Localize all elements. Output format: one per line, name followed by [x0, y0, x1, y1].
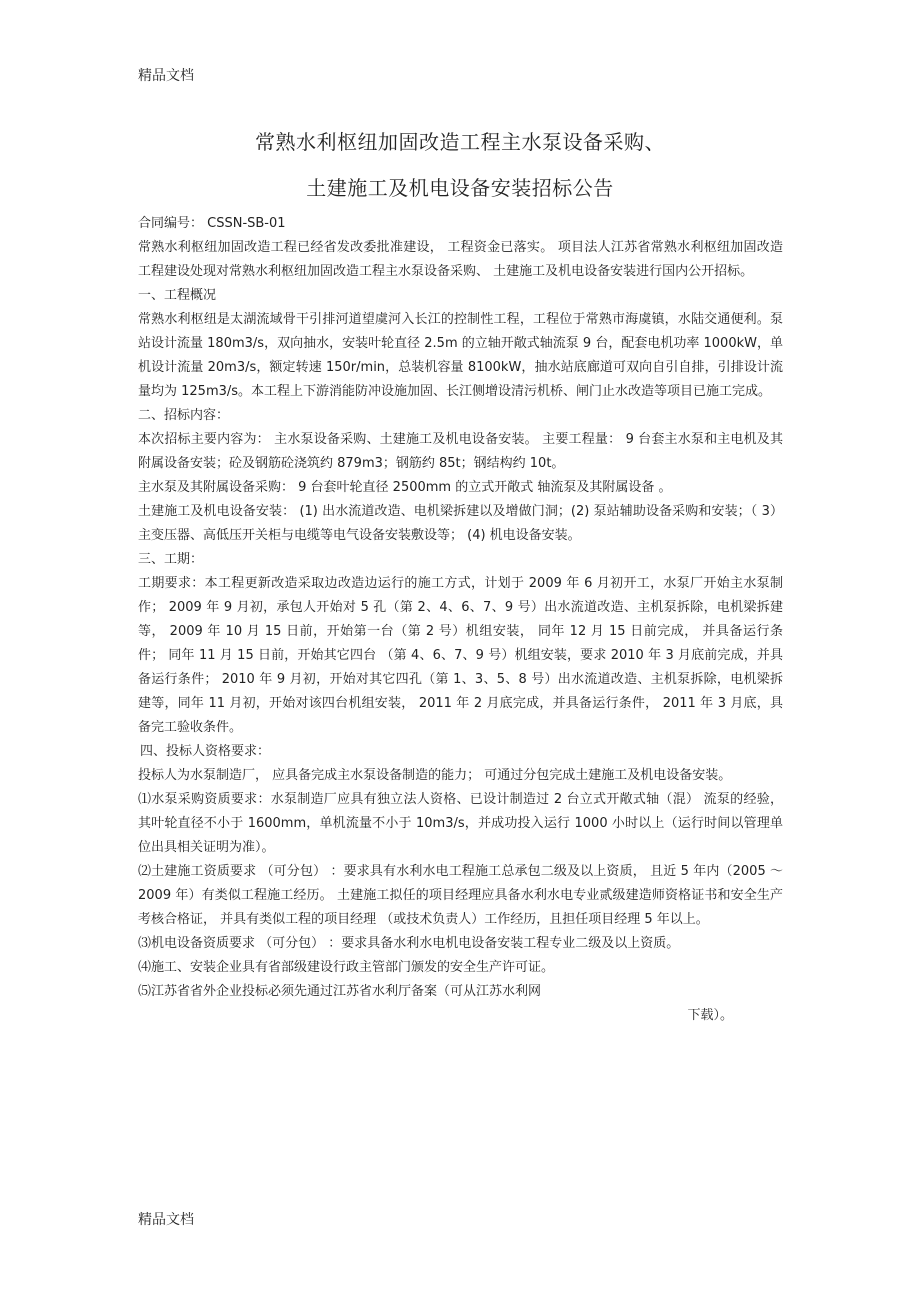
section-1-text: 常熟水利枢纽是太湖流域骨干引排河道望虞河入长江的控制性工程，工程位于常熟市海虞镇，水陆交通便利。泵站设计流量 180m3/s，双向抽水，安装叶轮直径 2.5m 的立轴开敞式轴流泵 9 台，配套电机功率 1000kW，单机设计流量 20m3/s，额定转速 150r/min，总装机容量 8100kW，抽水站底廊道可双向自引自排，引排设计流量均为 125m3/s。本工程上下游消能防冲设施加固、长江侧增设清污机桥、闸门止水改造等项目已施工完成。 — [138, 312, 783, 399]
section-2-paragraph-1: 本次招标主要内容为： 主水泵设备采购、土建施工及机电设备安装。 主要工程量： 9 台套主水泵和主电机及其附属设备安装；砼及钢筋砼浇筑约 879m3；钢筋约 85t；钢结构约 10t。 — [138, 432, 783, 471]
page-header: 精品文档 — [138, 68, 194, 84]
title-line-1: 常熟水利枢纽加固改造工程主水泵设备采购、 — [255, 130, 665, 154]
section-2-paragraph-2: 主水泵及其附属设备采购： 9 台套叶轮直径 2500mm 的立式开敞式 轴流泵及其附属设备 。 — [138, 480, 672, 495]
section-4-paragraph-1: 投标人为水泵制造厂， 应具备完成主水泵设备制造的能力； 可通过分包完成土建施工及机电设备安装。 — [138, 768, 732, 783]
section-4-item-4: ⑷施工、安装企业具有省部级建设行政主管部门颁发的安全生产许可证。 — [138, 960, 555, 975]
section-4-item-5-continuation: 下载）。 — [687, 1008, 733, 1023]
section-4-item-1: ⑴水泵采购资质要求：水泵制造厂应具有独立法人资格、已设计制造过 2 台立式开敞式轴（混） 流泵的经验， 其叶轮直径不小于 1600mm，单机流量不小于 10m3/s，并成功投入运行 1000 小时以上（运行时间以管理单位出具相关证明为准）。 — [138, 792, 783, 855]
section-4-item-3: ⑶机电设备资质要求 （可分包） ：要求具备水利水电机电设备安装工程专业二级及以上资质。 — [138, 936, 680, 951]
section-1-heading: 一、工程概况 — [138, 288, 217, 303]
section-4-heading: 四、投标人资格要求： — [140, 744, 271, 759]
section-3-text: 工期要求：本工程更新改造采取边改造边运行的施工方式，计划于 2009 年 6 月初开工，水泵厂开始主水泵制作； 2009 年 9 月初，承包人开始对 5 孔（第 2、4、6、7、9 号）出水流道改造、主机泵拆除，电机梁拆建等， 2009 年 10 月 15 日前，开始第一台（第 2 号）机组安装， 同年 12 月 15 日前完成， 并具备运行条件； 同年 11 月 15 日前，开始其它四台 （第 4、6、7、9 号）机组安装，要求 2010 年 3 月底前完成，并具备运行条件； 2010 年 9 月初，开始对其它四孔（第 1、3、5、8 号）出水流道改造、主机泵拆除，电机梁拆建等，同年 11 月初，开始对该四台机组安装， 2011 年 2 月底完成，并具备运行条件， 2011 年 3 月底，具备完工验收条件。 — [138, 576, 783, 735]
section-4-item-5: ⑸江苏省省外企业投标必须先通过江苏省水利厅备案（可从江苏水利网 — [138, 984, 542, 999]
section-3-heading: 三、工期： — [138, 552, 204, 567]
intro-paragraph: 常熟水利枢纽加固改造工程已经省发改委批准建设， 工程资金已落实。 项目法人江苏省常熟水利枢纽加固改造工程建设处现对常熟水利枢纽加固改造工程主水泵设备采购、 土建施工及机电设备安装进行国内公开招标。 — [138, 240, 783, 279]
section-2-paragraph-3: 土建施工及机电设备安装： (1) 出水流道改造、电机梁拆建以及增做门洞；(2) 泵站辅助设备采购和安装；（ 3）主变压器、高低压开关柜与电缆等电气设备安装敷设等； (4) 机电设备安装。 — [138, 504, 783, 543]
section-2-heading: 二、招标内容： — [138, 408, 230, 423]
contract-number: 合同编号： CSSN-SB-01 — [138, 216, 286, 231]
title-line-2: 土建施工及机电设备安装招标公告 — [306, 176, 614, 200]
section-4-item-2: ⑵土建施工资质要求 （可分包） ：要求具有水利水电工程施工总承包二级及以上资质， 且近 5 年内（2005 ～ 2009 年）有类似工程施工经历。 土建施工拟任的项目经理应具备水利水电专业贰级建造师资格证书和安全生产考核合格证， 并具有类似工程的项目经理 （或技术负责人）工作经历，且担任项目经理 5 年以上。 — [138, 864, 783, 927]
document-body — [138, 212, 783, 1028]
page-footer: 精品文档 — [138, 1212, 194, 1228]
